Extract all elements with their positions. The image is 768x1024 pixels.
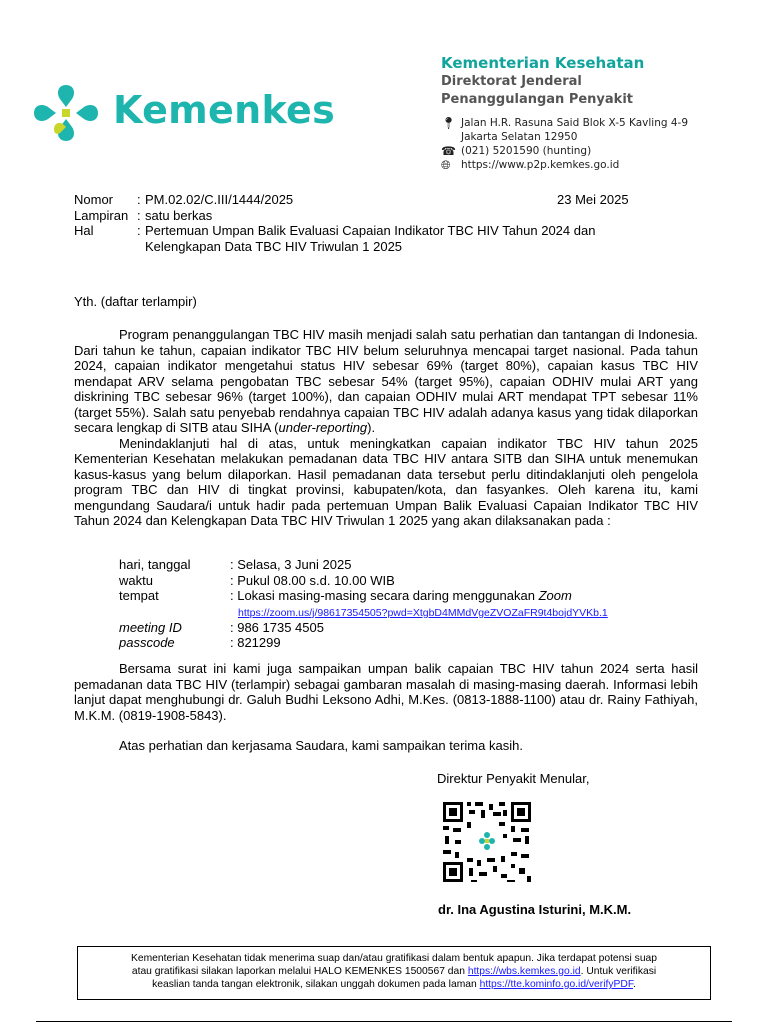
phone-icon: ☎ <box>441 144 456 158</box>
address-line1: Jalan H.R. Rasuna Said Blok X-5 Kavling 4-9 <box>461 117 689 129</box>
signer-name: dr. Ina Agustina Isturini, M.K.M. <box>438 902 632 917</box>
lampiran-label: Lampiran <box>74 207 129 223</box>
nomor-label: Nomor <box>74 192 114 207</box>
letterhead-institution <box>441 54 644 109</box>
hal-value-line2: Kelengkapan Data TBC HIV Triwulan 1 2025 <box>145 238 403 254</box>
verify-pdf-link[interactable]: https://tte.kominfo.go.id/verifyPDF <box>479 979 633 990</box>
footer-line2: atau gratifikasi silakan laporkan melalui HALO KEMENKES 1500567 dan https://wbs.kemkes.go.id. Untuk verifikasi <box>131 966 657 977</box>
hal-value-line1: Pertemuan Umpan Balik Evaluasi Capaian Indikator TBC HIV Tahun 2024 dan <box>145 223 596 238</box>
paragraph-3: Bersama surat ini kami juga sampaikan umpan balik capaian TBC HIV tahun 2024 serta hasil pemadanan data TBC HIV (terlampir) sebagai gambaran masalah di masing-masing daerah. Informasi lebih lanjut dapat menghubungi dr. Galuh Budhi Leksono Adhi, M.Kes. (0813-1888-1100) atau dr. Rainy Fathiyah, M.K.M. (0819-1908-5843). <box>74 661 698 723</box>
hal-label: Hal <box>74 223 94 238</box>
day-value: : Selasa, 3 Juni 2025 <box>230 557 352 572</box>
bottom-rule <box>36 1021 732 1022</box>
website: https://www.p2p.kemkes.go.id <box>461 159 620 171</box>
place-label: tempat <box>119 588 159 603</box>
ministry-name: Kementerian Kesehatan <box>441 54 645 72</box>
signature-title: Direktur Penyakit Menular, <box>437 771 590 786</box>
paragraph-1: Program penanggulangan TBC HIV masih menjadi salah satu perhatian dan tantangan di Indonesia. Dari tahun ke tahun, capaian indikator TBC HIV belum seluruhnya mencapai target nasional. Pada tahun 2024, capaian indikator mengetahui status HIV sebesar 69% (target 80%), capaian kasus TBC HIV mendapat ARV selama pengobatan TBC sebesar 54% (target 95%), capaian ODHIV mulai ART yang diskrining TBC sebesar 96% (target 100%), dan capaian ODHIV mulai ART mendapat TPT sebesar 11% (target 55%). Salah satu penyebab rendahnya capaian TBC HIV adalah adanya kasus yang tidak dilaporkan secara lengkap di SITB atau SIHA (under-reporting). <box>74 327 698 435</box>
directorate-line2: Penanggulangan Penyakit <box>441 92 633 107</box>
letterhead-address <box>441 116 688 172</box>
place-value: : Lokasi masing-masing secara daring menggunakan Zoom <box>230 588 572 603</box>
passcode-value: : 821299 <box>230 635 281 650</box>
logo-text: Kemenkes <box>113 88 336 132</box>
underreporting-term: under-reporting <box>278 420 368 435</box>
meeting-schedule <box>119 557 608 651</box>
nomor-value: PM.02.02/C.III/1444/2025 <box>145 192 294 207</box>
paragraph-4: Atas perhatian dan kerjasama Saudara, kami sampaikan terima kasih. <box>119 738 523 753</box>
letter-date: 23 Mei 2025 <box>557 192 629 207</box>
phone-number: (021) 5201590 (hunting) <box>461 145 592 157</box>
passcode-label: passcode <box>119 635 175 650</box>
qr-code-icon <box>441 800 533 884</box>
directorate-line1: Direktorat Jenderal <box>441 74 582 89</box>
meeting-id-value: : 986 1735 4505 <box>230 619 324 635</box>
footer-line1: Kementerian Kesehatan tidak menerima suap dan/atau gratifikasi dalam bentuk apapun. Jika terdapat potensi suap <box>130 953 658 964</box>
address-line2: Jakarta Selatan 12950 <box>461 131 578 143</box>
body-paragraphs-top <box>74 327 698 529</box>
letter-meta: Nomor : PM.02.02/C.III/1444/2025 Lampiran : satu berkas Hal : Pertemuan Umpan Balik Evaluasi Capaian Indikator TBC HIV Tahun 2024 dan Kelengkapan Data TBC HIV Triwulan 1 2025 <box>74 192 596 254</box>
salutation: Yth. (daftar terlampir) <box>74 294 197 309</box>
globe-icon: 🌐︎ <box>441 158 451 172</box>
day-label: hari, tanggal <box>119 557 191 572</box>
lampiran-value: satu berkas <box>145 207 213 223</box>
time-value: : Pukul 08.00 s.d. 10.00 WIB <box>230 572 395 588</box>
footer-notice <box>77 946 711 1000</box>
zoom-link[interactable]: https://zoom.us/j/98617354505?pwd=XtgbD4MMdVgeZVOZaFR9t4bojdYVKb.1 <box>238 606 608 619</box>
body-paragraph-3-container <box>74 661 698 723</box>
body-paragraph-4-container <box>74 738 698 754</box>
kemenkes-logo-icon <box>32 83 100 143</box>
footer-line3: keaslian tanda tangan elektronik, silakan unggah dokumen pada laman https://tte.kominfo.go.id/verifyPDF. <box>152 979 636 990</box>
paragraph-2: Menindaklanjuti hal di atas, untuk meningkatkan capaian indikator TBC HIV tahun 2025 Kementerian Kesehatan melakukan pemadanan data TBC HIV antara SITB dan SIHA untuk menemukan kasus-kasus yang belum dilaporkan. Hasil pemadanan data tersebut perlu ditindaklanjuti oleh pengelola program TBC dan HIV di tingkat provinsi, kabupaten/kota, dan fasyankes. Oleh karena itu, kami mengundang Saudara/i untuk hadir pada pertemuan Umpan Balik Evaluasi Capaian Indikator TBC HIV Tahun 2024 dan Kelengkapan Data TBC HIV Triwulan 1 2025 yang akan dilaksanakan pada : <box>74 435 698 528</box>
time-label: waktu <box>119 572 153 588</box>
wbs-link[interactable]: https://wbs.kemkes.go.id <box>467 966 581 977</box>
meeting-id-label: meeting ID <box>119 619 182 635</box>
location-pin-icon: 📍︎ <box>441 116 457 130</box>
